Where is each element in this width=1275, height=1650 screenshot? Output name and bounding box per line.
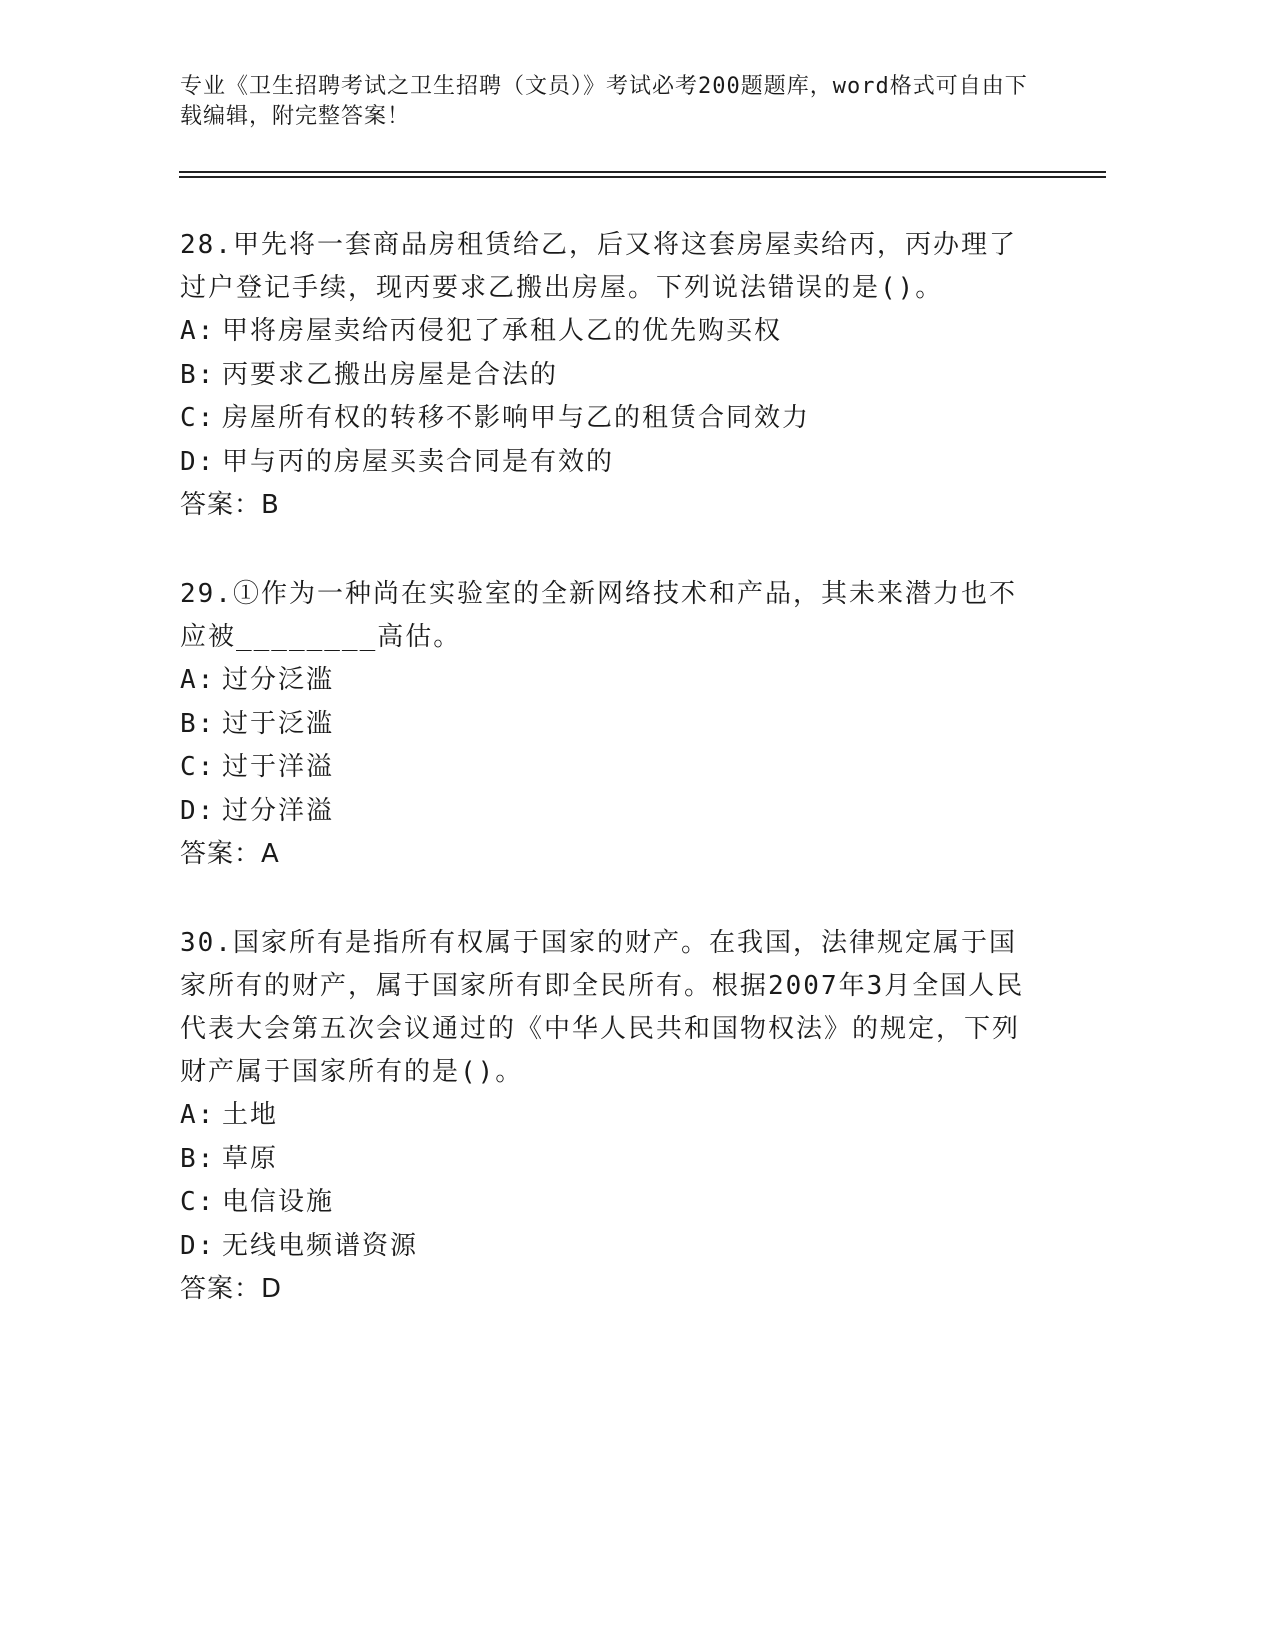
option-text: 过于洋溢 [222,752,335,782]
option-d [180,790,1040,834]
option-text: 甲与丙的房屋买卖合同是有效的 [222,446,615,477]
question-stem: 29.①作为一种尚在实验室的全新网络技术和产品，其未来潜力也不应被________高估。 [180,579,1017,652]
question-30 [180,922,1040,1312]
option-text: 电信设施 [222,1187,335,1217]
option-label: B: [180,1143,216,1174]
question-28 [180,224,1040,528]
answer-line: 答案：B [180,490,280,520]
option-text: 甲将房屋卖给丙侵犯了承租人乙的优先购买权 [222,316,783,346]
option-label: B: [180,359,216,390]
option-text: 过分洋溢 [222,795,335,826]
answer-line: 答案：A [180,839,280,869]
question-29 [180,573,1040,877]
option-d [180,441,1040,485]
option-text: 土地 [222,1100,279,1130]
option-a [180,310,1040,354]
option-text: 过于泛滥 [222,708,335,739]
document-header: 专业《卫生招聘考试之卫生招聘（文员）》考试必考200题题库，word格式可自由下载编辑，附完整答案！ [180,74,1028,129]
option-c [180,1181,1040,1225]
option-label: C: [180,403,216,433]
option-d [180,1225,1040,1269]
option-label: A: [180,316,216,346]
option-label: D: [180,446,216,477]
option-b [180,354,1040,398]
header-divider-bottom [179,176,1106,178]
option-label: A: [180,1100,216,1130]
option-a [180,659,1040,703]
option-label: C: [180,752,216,782]
option-c [180,397,1040,441]
option-text: 房屋所有权的转移不影响甲与乙的租赁合同效力 [222,403,811,433]
question-stem: 28.甲先将一套商品房租赁给乙，后又将这套房屋卖给丙，丙办理了过户登记手续，现丙要求乙搬出房屋。下列说法错误的是()。 [180,230,1017,303]
option-label: C: [180,1187,216,1217]
option-text: 过分泛滥 [222,665,335,695]
option-label: D: [180,1230,216,1261]
option-b [180,1138,1040,1182]
option-b [180,703,1040,747]
option-label: D: [180,795,216,826]
option-c [180,746,1040,790]
option-a [180,1094,1040,1138]
question-stem: 30.国家所有是指所有权属于国家的财产。在我国，法律规定属于国家所有的财产，属于国家所有即全民所有。根据2007年3月全国人民代表大会第五次会议通过的《中华人民共和国物权法》的规定，下列财产属于国家所有的是()。 [180,928,1025,1087]
option-label: B: [180,708,216,739]
answer-line: 答案：D [180,1274,283,1304]
option-text: 丙要求乙搬出房屋是合法的 [222,359,559,390]
header-divider-top [179,171,1106,173]
option-label: A: [180,665,216,695]
option-text: 无线电频谱资源 [222,1230,419,1261]
option-text: 草原 [222,1143,279,1174]
